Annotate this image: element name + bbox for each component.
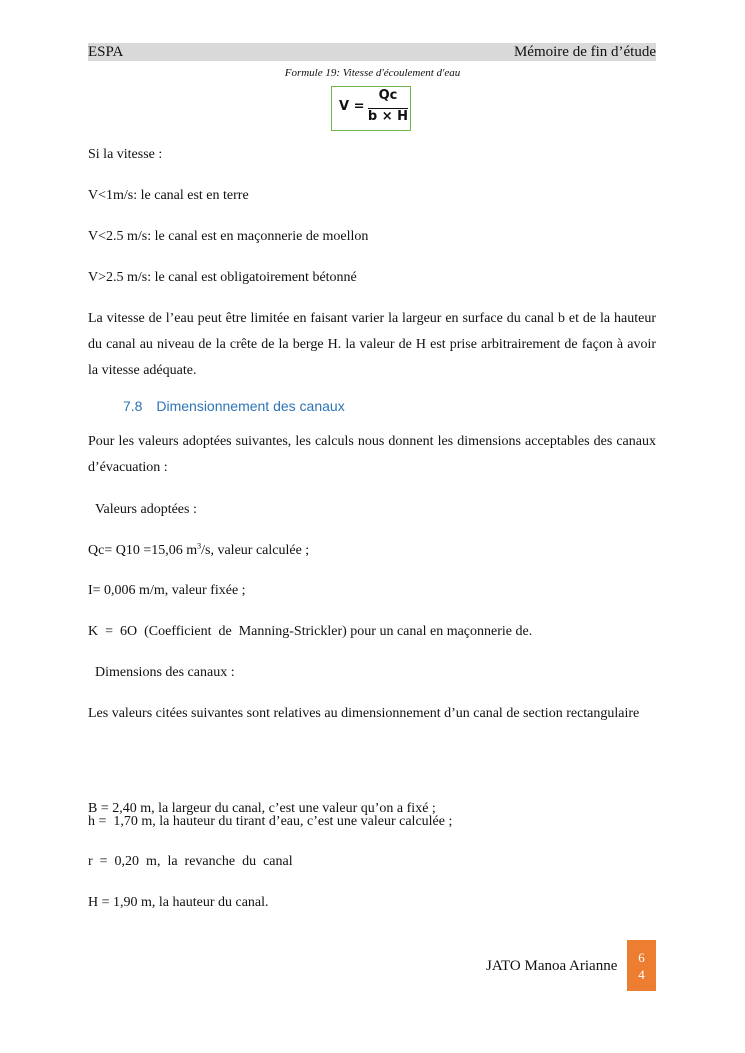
formula-caption: Formule 19: Vitesse d'écoulement d'eau [284,67,461,79]
qc-suffix: /s, valeur calculée ; [201,543,310,558]
section-title: Dimensionnement des canaux [156,398,345,414]
k-line: K = 6O (Coefficient de Manning-Strickler) pour un canal en maçonnerie de. [88,624,533,639]
si-vitesse-line: Si la vitesse : [88,147,163,162]
hh-line: H = 1,90 m, la hauteur du canal. [88,895,269,910]
formula-denominator: b × H [367,109,409,124]
r-line: r = 0,20 m, la revanche du canal [88,854,293,869]
header-right: Mémoire de fin d’étude [513,44,656,60]
page-number-digit-2: 4 [638,966,645,982]
v-less-1-line: V<1m/s: le canal est en terre [88,188,249,203]
header-left: ESPA [88,44,124,60]
section-heading [123,398,345,414]
v-greater-2-5-line: V>2.5 m/s: le canal est obligatoirement bétonné [88,270,357,285]
formula-numerator: Qc [378,88,398,103]
dimensions-canaux-label: Dimensions des canaux : [95,665,235,680]
qc-superscript: 3 [197,541,202,551]
v-less-2-5-line: V<2.5 m/s: le canal est en maçonnerie de moellon [88,229,369,244]
dimensions-canaux-item [88,664,656,682]
footer-author: JATO Manoa Arianne [486,958,618,974]
pour-paragraph: Pour les valeurs adoptées suivantes, les calculs nous donnent les dimensions acceptables des canaux d’évacuation : [88,434,656,475]
qc-prefix: Qc= Q10 =15,06 m [88,543,198,558]
valeurs-adoptees-item [88,501,656,519]
section-number: 7.8 [123,398,143,414]
valeurs-paragraph: Les valeurs citées suivantes sont relatives au dimensionnement d’un canal de section rectangulaire [88,706,640,721]
valeurs-adoptees-label: Valeurs adoptées : [95,502,197,517]
page-number-badge [627,940,656,991]
h-line: h = 1,70 m, la hauteur du tirant d’eau, c’est une valeur calculée ; [88,814,453,829]
vitesse-paragraph: La vitesse de l’eau peut être limitée en faisant varier la largeur en surface du canal b et de la hauteur du canal au niveau de la crête de la berge H. la valeur de H est prise arbitrairement de façon à avoir la vitesse adéquate. [88,311,656,378]
page-header [88,43,656,61]
page-number-digit-1: 6 [638,949,645,965]
formula-lhs: V = [339,99,365,114]
i-line: I= 0,006 m/m, valeur fixée ; [88,583,246,598]
formula-box [331,86,411,131]
qc-line [88,542,656,560]
b-line: B = 2,40 m, la largeur du canal, c’est une valeur qu’on a fixé ; [88,801,436,816]
